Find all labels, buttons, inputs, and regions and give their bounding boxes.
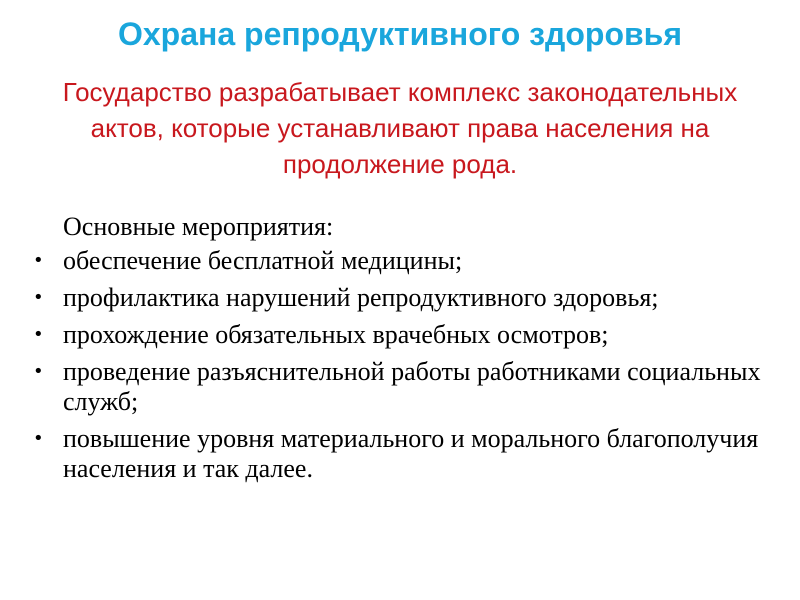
list-item	[30, 357, 780, 417]
list-item-text: повышение уровня материального и морального благополучия населения и так далее.	[63, 424, 759, 483]
list-item	[30, 246, 780, 276]
slide-title: Охрана репродуктивного здоровья	[117, 16, 682, 52]
content-block	[30, 212, 780, 491]
bullet-icon: •	[33, 324, 44, 345]
list-item	[30, 320, 780, 350]
list-item-text: прохождение обязательных врачебных осмотров;	[63, 320, 609, 349]
list-item-text: профилактика нарушений репродуктивного здоровья;	[63, 283, 659, 312]
slide-subtitle: Государство разрабатывает комплекс законодательных актов, которые устанавливают права населения на продолжение рода.	[62, 77, 738, 179]
list-item-text: обеспечение бесплатной медицины;	[63, 246, 463, 275]
bullet-list	[30, 246, 780, 484]
list-item-text: проведение разъяснительной работы работниками социальных служб;	[63, 357, 761, 416]
bullet-icon: •	[33, 428, 44, 449]
list-item	[30, 424, 780, 484]
bullet-icon: •	[33, 361, 44, 382]
list-item	[30, 283, 780, 313]
intro-text: Основные мероприятия:	[63, 212, 334, 241]
bullet-icon: •	[33, 287, 44, 308]
bullet-icon: •	[33, 250, 44, 271]
